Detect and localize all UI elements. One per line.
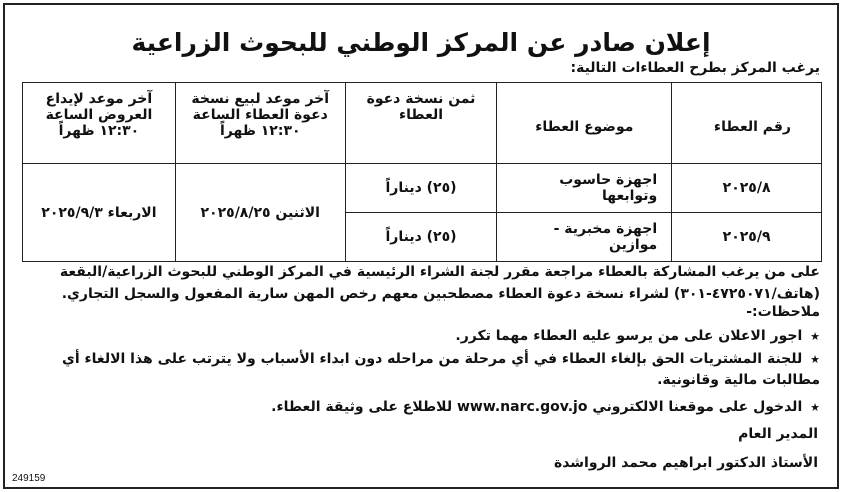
tender-subject: اجهزة حاسوب وتوابعها xyxy=(497,164,672,213)
notes-heading: ملاحظات:- xyxy=(746,304,820,320)
note-text: للجنة المشتريات الحق بإلغاء العطاء في أي مرحلة من مراحله دون ابداء الأسباب ولا يترتب على هذا الالغاء أي مطالبات مالية وقانونية. xyxy=(62,351,820,388)
star-bullet-icon: ★ xyxy=(810,353,820,366)
announcement-title: إعلان صادر عن المركز الوطني للبحوث الزراعية xyxy=(131,28,711,57)
tenders-table xyxy=(22,82,822,262)
note-text: الدخول على موقعنا الالكتروني xyxy=(592,399,803,415)
submit-deadline-value: الاربعاء ٢٠٢٥/٩/٣ xyxy=(23,164,176,262)
header-price: ثمن نسخة دعوة العطاء xyxy=(345,83,497,164)
website-link[interactable]: www.narc.gov.jo xyxy=(456,399,588,415)
tender-price: (٢٥) ديناراً xyxy=(345,213,497,262)
table-row xyxy=(23,164,822,213)
table-header-row xyxy=(23,83,822,164)
header-submit-deadline: آخر موعد لإيداع العروض الساعة ١٢:٣٠ ظهراً xyxy=(23,83,176,164)
note-item xyxy=(16,326,820,347)
signature-role: المدير العام xyxy=(738,426,818,442)
tender-price: (٢٥) ديناراً xyxy=(345,164,497,213)
header-tender-number: رقم العطاء xyxy=(672,83,822,164)
tender-number: ٢٠٢٥/٩ xyxy=(672,213,822,262)
header-tender-subject: موضوع العطاء xyxy=(497,83,672,164)
star-bullet-icon: ★ xyxy=(810,330,820,343)
sale-deadline-value: الاثنين ٢٠٢٥/٨/٢٥ xyxy=(175,164,345,262)
star-bullet-icon: ★ xyxy=(810,401,820,414)
header-sale-deadline: آخر موعد لبيع نسخة دعوة العطاء الساعة ١٢:٣٠ ظهراً xyxy=(175,83,345,164)
ad-code: 249159 xyxy=(12,473,46,484)
tender-subject: اجهزة مخبرية - موازين xyxy=(497,213,672,262)
instructions-line-2: (هاتف/٤٧٢٥٠٧١-٣٠١) لشراء نسخة دعوة العطاء مصطحبين معهم رخص المهن سارية المفعول والسجل التجاري. xyxy=(61,286,820,302)
note-item xyxy=(16,349,820,391)
instructions-line-1: على من يرغب المشاركة بالعطاء مراجعة مقرر لجنة الشراء الرئيسية في المركز الوطني للبحوث الزراعية/البقعة xyxy=(59,264,820,280)
note-text: اجور الاعلان على من يرسو عليه العطاء مهما تكرر. xyxy=(455,328,803,344)
signature-name: الأستاذ الدكتور ابراهيم محمد الرواشدة xyxy=(553,455,818,471)
intro-line: يرغب المركز بطرح العطاءات التالية: xyxy=(570,60,820,76)
website-suffix: للاطلاع على وثيقة العطاء. xyxy=(271,399,453,415)
tender-number: ٢٠٢٥/٨ xyxy=(672,164,822,213)
note-item xyxy=(16,397,820,418)
